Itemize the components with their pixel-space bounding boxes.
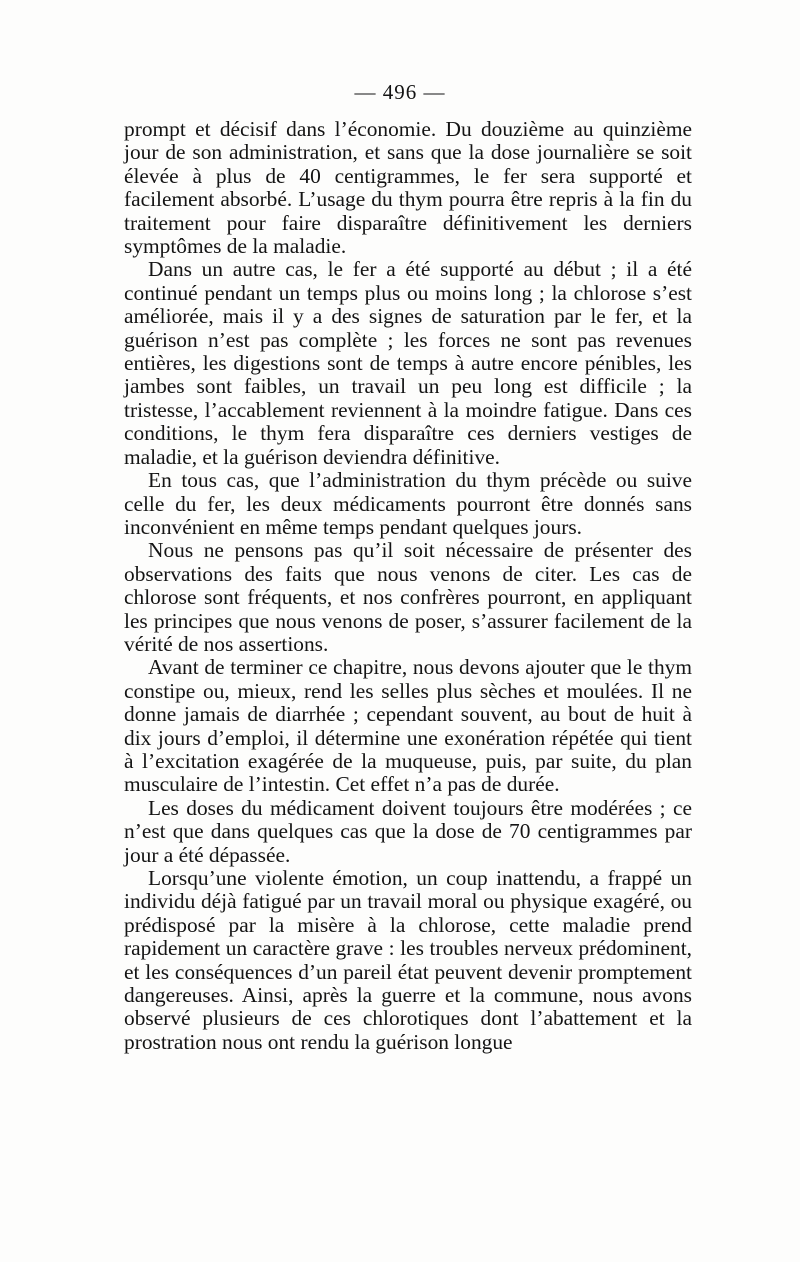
paragraph-3: En tous cas, que l’administration du thym précède ou suive celle du fer, les deux médicaments pourront être donnés sans inconvénient en même temps pendant quelques jours. bbox=[124, 468, 692, 539]
body-text bbox=[124, 118, 692, 1054]
paragraph-7: Lorsqu’une violente émotion, un coup inattendu, a frappé un individu déjà fatigué par un travail moral ou physique exagéré, ou prédisposé par la misère à la chlorose, cette maladie prend rapidement un caractère grave : les troubles nerveux prédominent, et les conséquences d’un pareil état peuvent devenir promptement dangereuses. Ainsi, après la guerre et la commune, nous avons observé plusieurs de ces chlorotiques dont l’abattement et la prostration nous ont rendu la guérison longue bbox=[124, 866, 692, 1054]
paragraph-1: prompt et décisif dans l’économie. Du douzième au quinzième jour de son administration, et sans que la dose journalière se soit élevée à plus de 40 centigrammes, le fer sera supporté et facilement absorbé. L’usage du thym pourra être repris à la fin du traitement pour faire disparaître définitivement les derniers symptômes de la maladie. bbox=[124, 117, 692, 259]
page-number: — 496 — bbox=[354, 80, 446, 104]
paragraph-4: Nous ne pensons pas qu’il soit nécessaire de présenter des observations des faits que nous venons de citer. Les cas de chlorose sont fréquents, et nos confrères pourront, en appliquant les principes que nous venons de poser, s’assurer facilement de la vérité de nos assertions. bbox=[124, 538, 692, 656]
paragraph-2: Dans un autre cas, le fer a été supporté au début ; il a été continué pendant un temps plus ou moins long ; la chlorose s’est améliorée, mais il y a des signes de saturation par le fer, et la guérison n’est pas complète ; les forces ne sont pas revenues entières, les digestions sont de temps à autre encore pénibles, les jambes sont faibles, un travail un peu long est difficile ; la tristesse, l’accablement reviennent à la moindre fatigue. Dans ces conditions, le thym fera disparaître ces derniers vestiges de maladie, et la guérison deviendra définitive. bbox=[124, 257, 692, 469]
paragraph-6: Les doses du médicament doivent toujours être modérées ; ce n’est que dans quelques cas que la dose de 70 centigrammes par jour a été dépassée. bbox=[124, 795, 692, 867]
paragraph-5: Avant de terminer ce chapitre, nous devons ajouter que le thym constipe ou, mieux, rend les selles plus sèches et moulées. Il ne donne jamais de diarrhée ; cependant souvent, au bout de huit à dix jours d’emploi, il détermine une exonération répétée qui tient à l’excitation exagérée de la muqueuse, puis, par suite, du plan musculaire de l’intestin. Cet effet n’a pas de durée. bbox=[124, 655, 692, 797]
